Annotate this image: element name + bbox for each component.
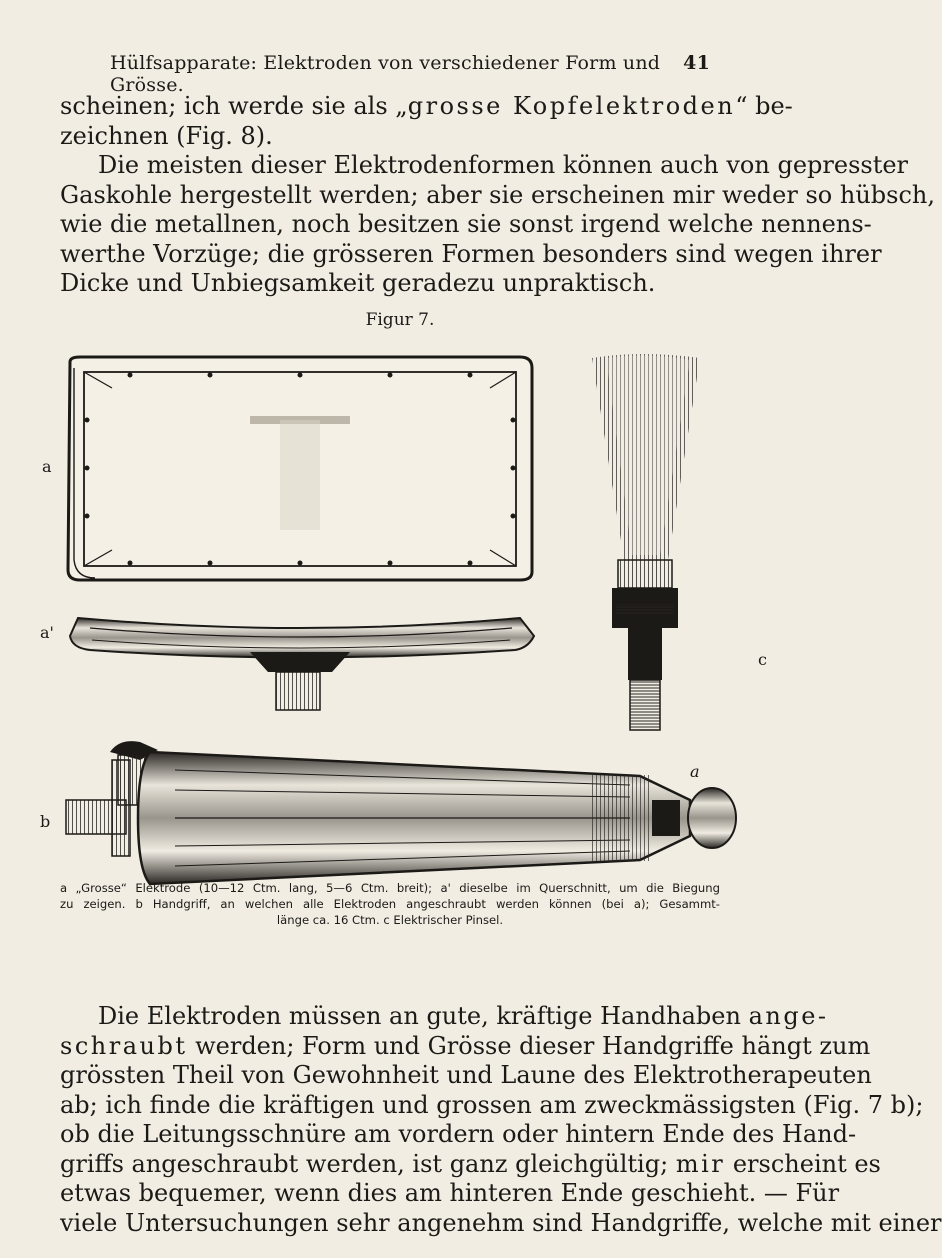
text-line: scheinen; ich werde sie als „grosse Kopfelektroden“ be- (60, 92, 793, 120)
bottom-paragraph (60, 1002, 942, 1238)
text-line: ab; ich finde die kräftigen und grossen am zweckmässigsten (Fig. 7 b); (60, 1090, 924, 1119)
figure-label-a: a (42, 457, 52, 476)
page-number: 41 (683, 52, 710, 74)
text-line: etwas bequemer, wenn dies am hinteren Ende geschieht. — Für (60, 1179, 840, 1207)
header-title: Hülfsapparate: Elektroden von verschiedener Form und Grösse. (110, 52, 661, 96)
figure-label-c: c (758, 650, 767, 669)
electric-brush (592, 354, 700, 730)
text-line: Dicke und Unbiegsamkeit geradezu unpraktisch. (60, 269, 656, 297)
text-line: zeichnen (Fig. 8). (60, 121, 273, 150)
caption-line: a „Grosse“ Elektrode (10—12 Ctm. lang, 5—6 Ctm. breit); a' dieselbe im Querschnitt, um die Biegung (60, 881, 720, 895)
text-line: grössten Theil von Gewohnheit und Laune des Elektrotherapeuten (60, 1061, 872, 1089)
text-line: Gaskohle hergestellt werden; aber sie erscheinen mir weder so hübsch, (60, 180, 935, 209)
electrode-plate (68, 357, 532, 580)
figure-label-a-prime: a' (40, 623, 54, 642)
text-line: wie die metallnen, noch besitzen sie sonst irgend welche nennens- (60, 210, 872, 238)
text-line: ob die Leitungsschnüre am vordern oder hintern Ende des Hand- (60, 1120, 857, 1148)
text-line: Die meisten dieser Elektrodenformen können auch von gepresster (98, 151, 909, 179)
figure-caption (60, 880, 720, 928)
caption-line: zu zeigen. b Handgriff, an welchen alle Elektroden angeschraubt werden können (bei a); Gesammt- (60, 897, 720, 911)
text-line: werthe Vorzüge; die grösseren Formen besonders sind wegen ihrer (60, 239, 882, 268)
text-line: Die Elektroden müssen an gute, kräftige Handhaben ange- (98, 1002, 829, 1030)
figure-label-a-small: a (690, 762, 700, 781)
caption-line: länge ca. 16 Ctm. c Elektrischer Pinsel. (276, 913, 504, 927)
electrode-handle (66, 741, 736, 884)
figure-title: Figur 7. (365, 310, 435, 330)
text-line: griffs angeschraubt werden, ist ganz gleichgültig; mir erscheint es (60, 1149, 881, 1178)
electrode-cross-section (70, 618, 534, 710)
text-line: schraubt werden; Form und Grösse dieser Handgriffe hängt zum (60, 1031, 871, 1060)
text-line: viele Untersuchungen sehr angenehm sind Handgriffe, welche mit einer (60, 1208, 942, 1237)
figure-label-b: b (40, 812, 51, 831)
